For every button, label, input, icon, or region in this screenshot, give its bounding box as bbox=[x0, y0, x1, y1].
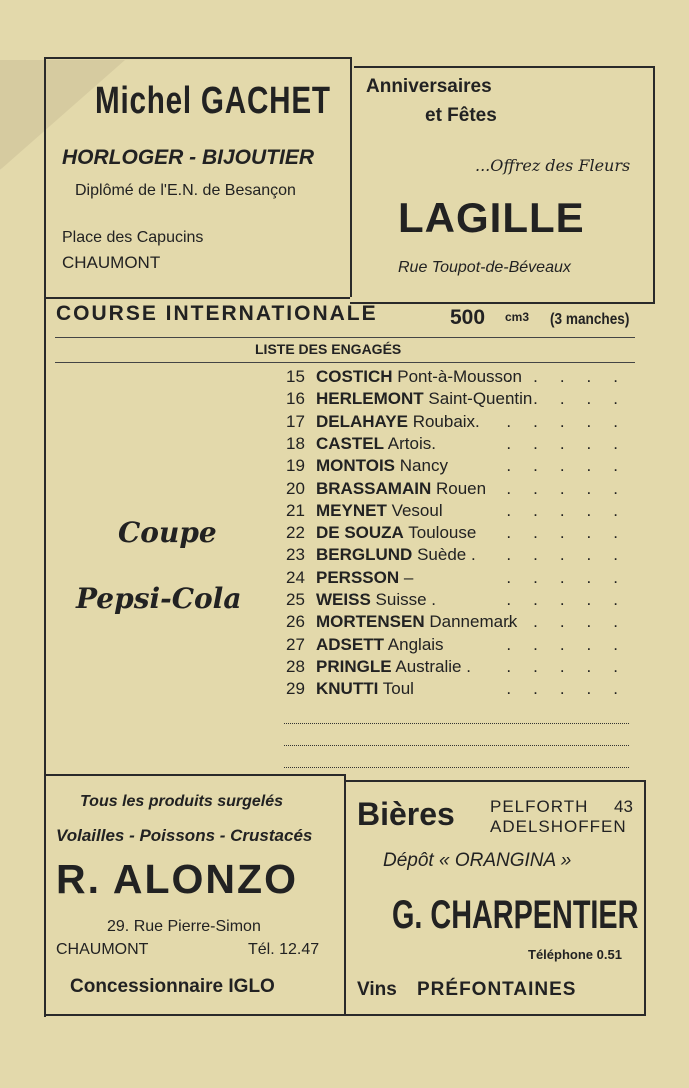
entry-leader-dots: ..... bbox=[506, 567, 640, 587]
entry-origin: Nancy bbox=[399, 456, 448, 476]
blank-line-1 bbox=[284, 723, 629, 724]
footer-top-border bbox=[44, 774, 344, 776]
entry-number: 19 bbox=[286, 456, 305, 476]
entry-number: 20 bbox=[286, 478, 305, 498]
entry-number: 15 bbox=[286, 367, 305, 386]
entry-row bbox=[286, 412, 480, 434]
entry-row bbox=[286, 657, 471, 679]
entry-row bbox=[286, 389, 532, 411]
entry-rider-name: CASTEL bbox=[316, 433, 384, 453]
entry-row bbox=[286, 523, 476, 545]
entry-origin: Suisse . bbox=[375, 590, 437, 609]
entry-leader-dots: ..... bbox=[506, 456, 640, 476]
entry-rider-name: PRINGLE bbox=[316, 656, 392, 676]
alonzo-city: CHAUMONT bbox=[56, 941, 149, 958]
gachet-trade: HORLOGER - BIJOUTIER bbox=[62, 146, 315, 169]
charpentier-brand2: ADELSHOFFEN bbox=[490, 817, 627, 836]
entry-rider-name: DELAHAYE bbox=[316, 411, 408, 431]
top-divider bbox=[350, 57, 352, 297]
charpentier-wines: PRÉFONTAINES bbox=[417, 979, 577, 1000]
gachet-name: Michel GACHET bbox=[95, 80, 331, 122]
entry-rider-name: HERLEMONT bbox=[316, 389, 424, 409]
entry-number: 16 bbox=[286, 389, 305, 409]
right-border-top bbox=[653, 66, 655, 302]
entry-leader-dots: ..... bbox=[506, 433, 640, 453]
entry-rider-name: ADSETT bbox=[316, 634, 384, 654]
footer-top-border-right bbox=[344, 780, 646, 782]
charpentier-phone: Téléphone 0.51 bbox=[528, 947, 622, 962]
alonzo-dealer: Concessionnaire IGLO bbox=[70, 976, 275, 997]
entry-number: 21 bbox=[286, 500, 305, 520]
alonzo-line2: Volailles - Poissons - Crustacés bbox=[56, 826, 313, 845]
charpentier-bieres: Bières bbox=[357, 796, 455, 832]
entry-number: 27 bbox=[286, 634, 305, 654]
entry-origin: Saint-Quentin bbox=[428, 389, 533, 409]
entry-rider-name: KNUTTI bbox=[316, 679, 379, 699]
entry-rider-name: BERGLUND bbox=[316, 545, 413, 565]
entry-origin: Artois. bbox=[387, 433, 436, 453]
lagille-line1: Anniversaires bbox=[366, 76, 492, 97]
entry-number: 26 bbox=[286, 612, 305, 632]
entry-rider-name: COSTICH bbox=[316, 367, 393, 386]
entry-row bbox=[286, 612, 517, 634]
alonzo-name: R. ALONZO bbox=[56, 856, 298, 902]
charpentier-name: G. CHARPENTIER bbox=[392, 893, 639, 937]
charpentier-brand1: PELFORTH bbox=[490, 797, 589, 816]
entry-leader-dots: ..... bbox=[506, 634, 640, 654]
entry-rider-name: WEISS bbox=[316, 590, 371, 609]
alonzo-line1: Tous les produits surgelés bbox=[80, 793, 284, 810]
entry-row bbox=[286, 479, 486, 501]
lagille-slogan: ...Offrez des Fleurs bbox=[475, 156, 631, 175]
entry-origin: Rouen bbox=[435, 478, 487, 498]
entry-number: 17 bbox=[286, 411, 305, 431]
entry-row bbox=[286, 456, 448, 478]
entry-origin: Roubaix. bbox=[412, 411, 480, 431]
entry-rider-name: MORTENSEN bbox=[316, 612, 425, 632]
top-border bbox=[44, 57, 350, 59]
entry-leader-dots: ..... bbox=[506, 679, 640, 699]
race-title-rule bbox=[55, 337, 635, 338]
entry-origin: Pont-à-Mousson bbox=[397, 367, 522, 386]
blank-line-3 bbox=[284, 767, 629, 768]
blank-line-2 bbox=[284, 745, 629, 746]
entry-number: 23 bbox=[286, 545, 305, 565]
gachet-city: CHAUMONT bbox=[62, 253, 161, 272]
entry-rider-name: MONTOIS bbox=[316, 456, 396, 476]
entry-leader-dots: ..... bbox=[506, 367, 640, 386]
bottom-border bbox=[44, 1014, 646, 1016]
entry-leader-dots: ..... bbox=[506, 411, 640, 431]
entry-row bbox=[286, 679, 414, 701]
lagille-name: LAGILLE bbox=[398, 194, 585, 241]
entry-number: 25 bbox=[286, 590, 305, 609]
entry-leader-dots: ..... bbox=[506, 612, 640, 632]
entry-origin: Vesoul bbox=[391, 500, 443, 520]
top-border-right bbox=[354, 66, 655, 68]
entry-origin: Anglais bbox=[387, 634, 444, 654]
race-class-unit: cm3 bbox=[505, 310, 530, 324]
header-bottom-border-right bbox=[350, 302, 655, 304]
alonzo-telephone: Tél. 12.47 bbox=[248, 941, 320, 958]
alonzo-address: 29. Rue Pierre-Simon bbox=[107, 918, 261, 935]
entry-origin: Suède . bbox=[417, 545, 476, 565]
gachet-address: Place des Capucins bbox=[62, 229, 204, 246]
race-class-number: 500 bbox=[450, 306, 486, 329]
header-bottom-border bbox=[44, 297, 350, 299]
entry-row bbox=[286, 434, 436, 456]
list-title-rule bbox=[55, 362, 635, 363]
entry-number: 22 bbox=[286, 523, 305, 543]
entry-rider-name: DE SOUZA bbox=[316, 523, 404, 543]
entry-leader-dots: ..... bbox=[506, 590, 640, 609]
entry-list-title: LISTE DES ENGAGÉS bbox=[255, 341, 402, 357]
entry-row bbox=[286, 501, 443, 523]
entry-rider-name: PERSSON bbox=[316, 567, 400, 587]
entry-leader-dots: ..... bbox=[506, 500, 640, 520]
entry-row bbox=[286, 545, 476, 567]
right-border-bottom bbox=[644, 780, 646, 1016]
charpentier-depot: Dépôt « ORANGINA » bbox=[383, 850, 572, 871]
charpentier-wines-label: Vins bbox=[357, 979, 397, 1000]
entry-rider-name: MEYNET bbox=[316, 500, 387, 520]
cup-line1: Coupe bbox=[118, 516, 217, 549]
entry-origin: Australie . bbox=[395, 656, 471, 676]
entry-origin: – bbox=[403, 567, 414, 587]
entry-leader-dots: ..... bbox=[506, 523, 640, 543]
entry-row bbox=[286, 590, 436, 612]
entry-leader-dots: ..... bbox=[506, 656, 640, 676]
lagille-line2: et Fêtes bbox=[425, 105, 497, 126]
lagille-address: Rue Toupot-de-Béveaux bbox=[398, 259, 571, 276]
race-heats: (3 manches) bbox=[550, 311, 630, 328]
gachet-diploma: Diplômé de l'E.N. de Besançon bbox=[75, 182, 296, 199]
entry-number: 28 bbox=[286, 656, 305, 676]
entry-leader-dots: ..... bbox=[506, 389, 640, 409]
entry-origin: Toul bbox=[382, 679, 414, 699]
entry-leader-dots: ..... bbox=[506, 478, 640, 498]
footer-divider bbox=[344, 774, 346, 1016]
entry-rider-name: BRASSAMAIN bbox=[316, 478, 432, 498]
entry-number: 24 bbox=[286, 567, 305, 587]
entry-number: 18 bbox=[286, 433, 305, 453]
race-title: COURSE INTERNATIONALE bbox=[56, 302, 378, 325]
cup-line2: Pepsi-Cola bbox=[76, 582, 242, 615]
entry-number: 29 bbox=[286, 679, 305, 699]
charpentier-brand1-number: 43 bbox=[614, 797, 633, 816]
entry-row bbox=[286, 367, 522, 389]
entry-origin: Dannemark bbox=[429, 612, 518, 632]
entry-origin: Toulouse bbox=[408, 523, 477, 543]
left-border bbox=[44, 57, 46, 1017]
entry-row bbox=[286, 635, 444, 657]
entry-leader-dots: ..... bbox=[506, 545, 640, 565]
entry-row bbox=[286, 568, 413, 590]
